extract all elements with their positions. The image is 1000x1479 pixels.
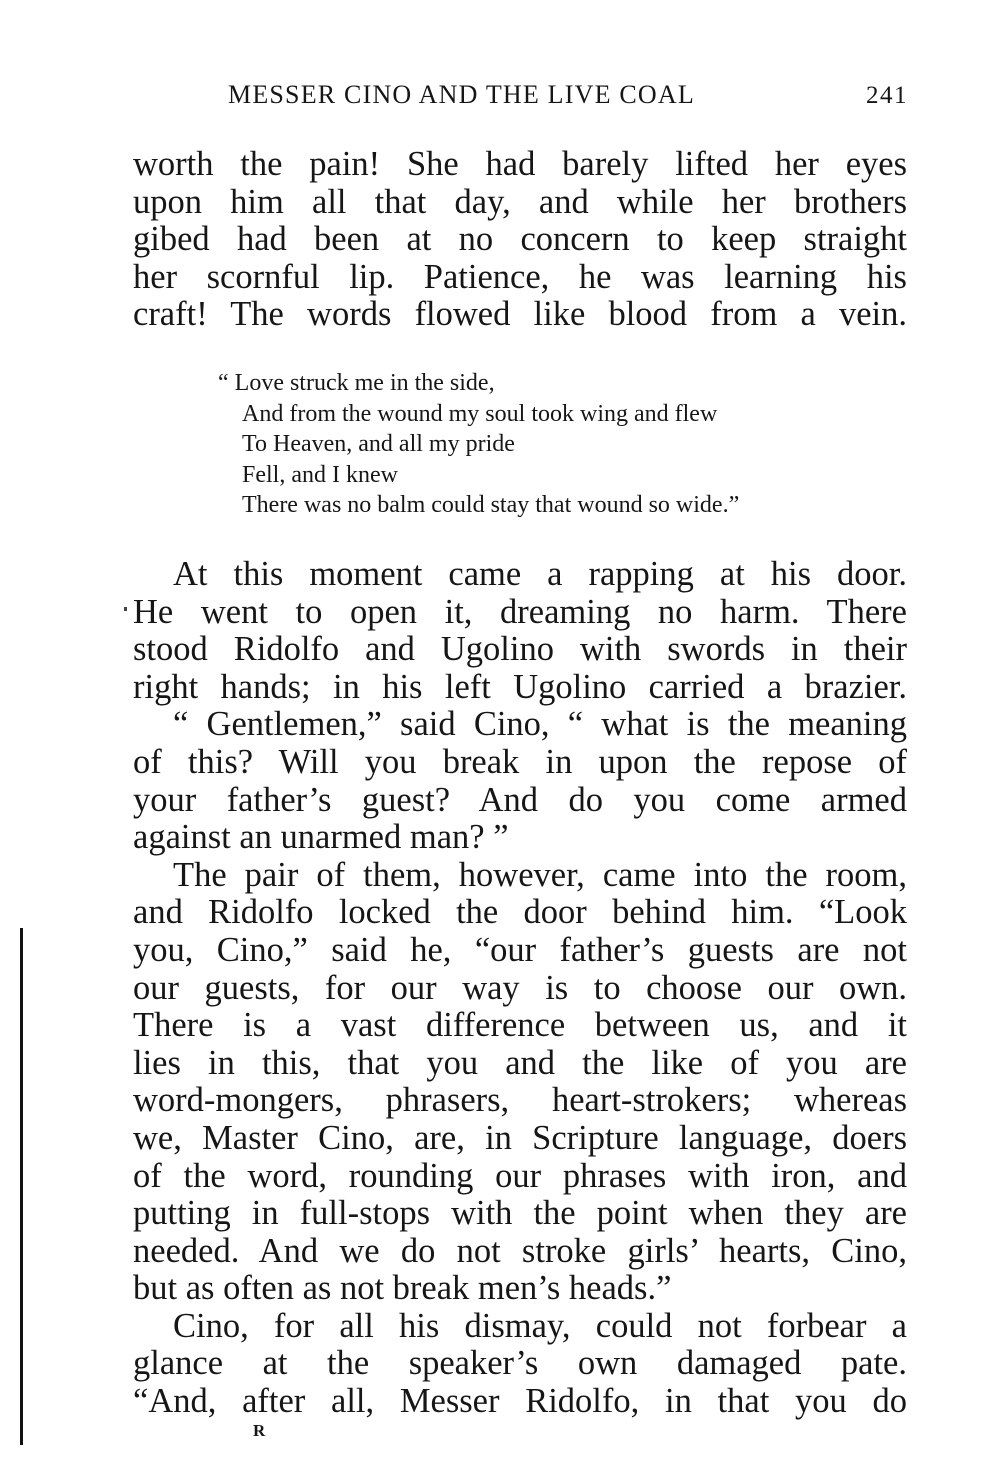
text-line: The pair of them, however, came into the room, (173, 855, 907, 894)
text-line: her scornful lip. Patience, he was learning his (133, 257, 907, 296)
text-line: There is a vast difference between us, and it (133, 1006, 907, 1045)
text-line: against an unarmed man? ” (133, 818, 509, 857)
text-line: and Ridolfo locked the door behind him. “Look (133, 893, 907, 932)
text-line: you, Cino,” said he, “our father’s guests are not (133, 930, 907, 969)
text-line: upon him all that day, and while her brothers (133, 182, 907, 221)
text-line: of the word, rounding our phrases with iron, and (133, 1156, 907, 1195)
text-line: He went to open it, dreaming no harm. There (133, 592, 907, 631)
text-line: At this moment came a rapping at his door. (173, 555, 907, 593)
signature-mark: R (253, 1421, 267, 1440)
text-line: needed. And we do not stroke girls’ hearts, Cino, (133, 1231, 907, 1270)
text-line: worth the pain! She had barely lifted her eyes (133, 145, 907, 183)
verse-stanza (218, 368, 739, 521)
text-line: your father’s guest? And do you come armed (133, 780, 907, 819)
text-line: our guests, for our way is to choose our own. (133, 968, 907, 1007)
verse-line: To Heaven, and all my pride (242, 431, 515, 457)
scan-margin-mark (124, 607, 127, 611)
text-line: stood Ridolfo and Ugolino with swords in their (133, 630, 907, 669)
text-line: word-mongers, phrasers, heart-strokers; whereas (133, 1081, 907, 1120)
paragraph-1 (133, 146, 907, 334)
text-line: putting in full-stops with the point when they are (133, 1194, 907, 1233)
paragraph-2 (133, 556, 907, 1421)
text-line: we, Master Cino, are, in Scripture language, doers (133, 1118, 907, 1157)
text-line: “And, after all, Messer Ridolfo, in that you do (133, 1382, 907, 1421)
text-line: right hands; in his left Ugolino carried a brazier. (133, 667, 907, 706)
page-number: 241 (866, 82, 908, 109)
running-title: MESSER CINO AND THE LIVE COAL (228, 80, 695, 109)
text-line: “ Gentlemen,” said Cino, “ what is the meaning (173, 705, 907, 744)
verse-line: Fell, and I knew (242, 461, 398, 488)
verse-line: “ Love struck me in the side, (218, 370, 495, 396)
scan-margin-rule (20, 928, 23, 1445)
text-line: but as often as not break men’s heads.” (133, 1269, 672, 1308)
text-line: lies in this, that you and the like of you are (133, 1043, 907, 1082)
text-line: gibed had been at no concern to keep straight (133, 220, 907, 259)
running-head (228, 80, 908, 116)
verse-line: And from the wound my soul took wing and flew (242, 400, 718, 427)
text-line: of this? Will you break in upon the repose of (133, 742, 907, 781)
text-line: craft! The words flowed like blood from a vein. (133, 295, 907, 334)
text-line: Cino, for all his dismay, could not forbear a (173, 1306, 907, 1345)
verse-line: There was no balm could stay that wound so wide.” (242, 492, 740, 518)
text-line: glance at the speaker’s own damaged pate. (133, 1344, 907, 1383)
